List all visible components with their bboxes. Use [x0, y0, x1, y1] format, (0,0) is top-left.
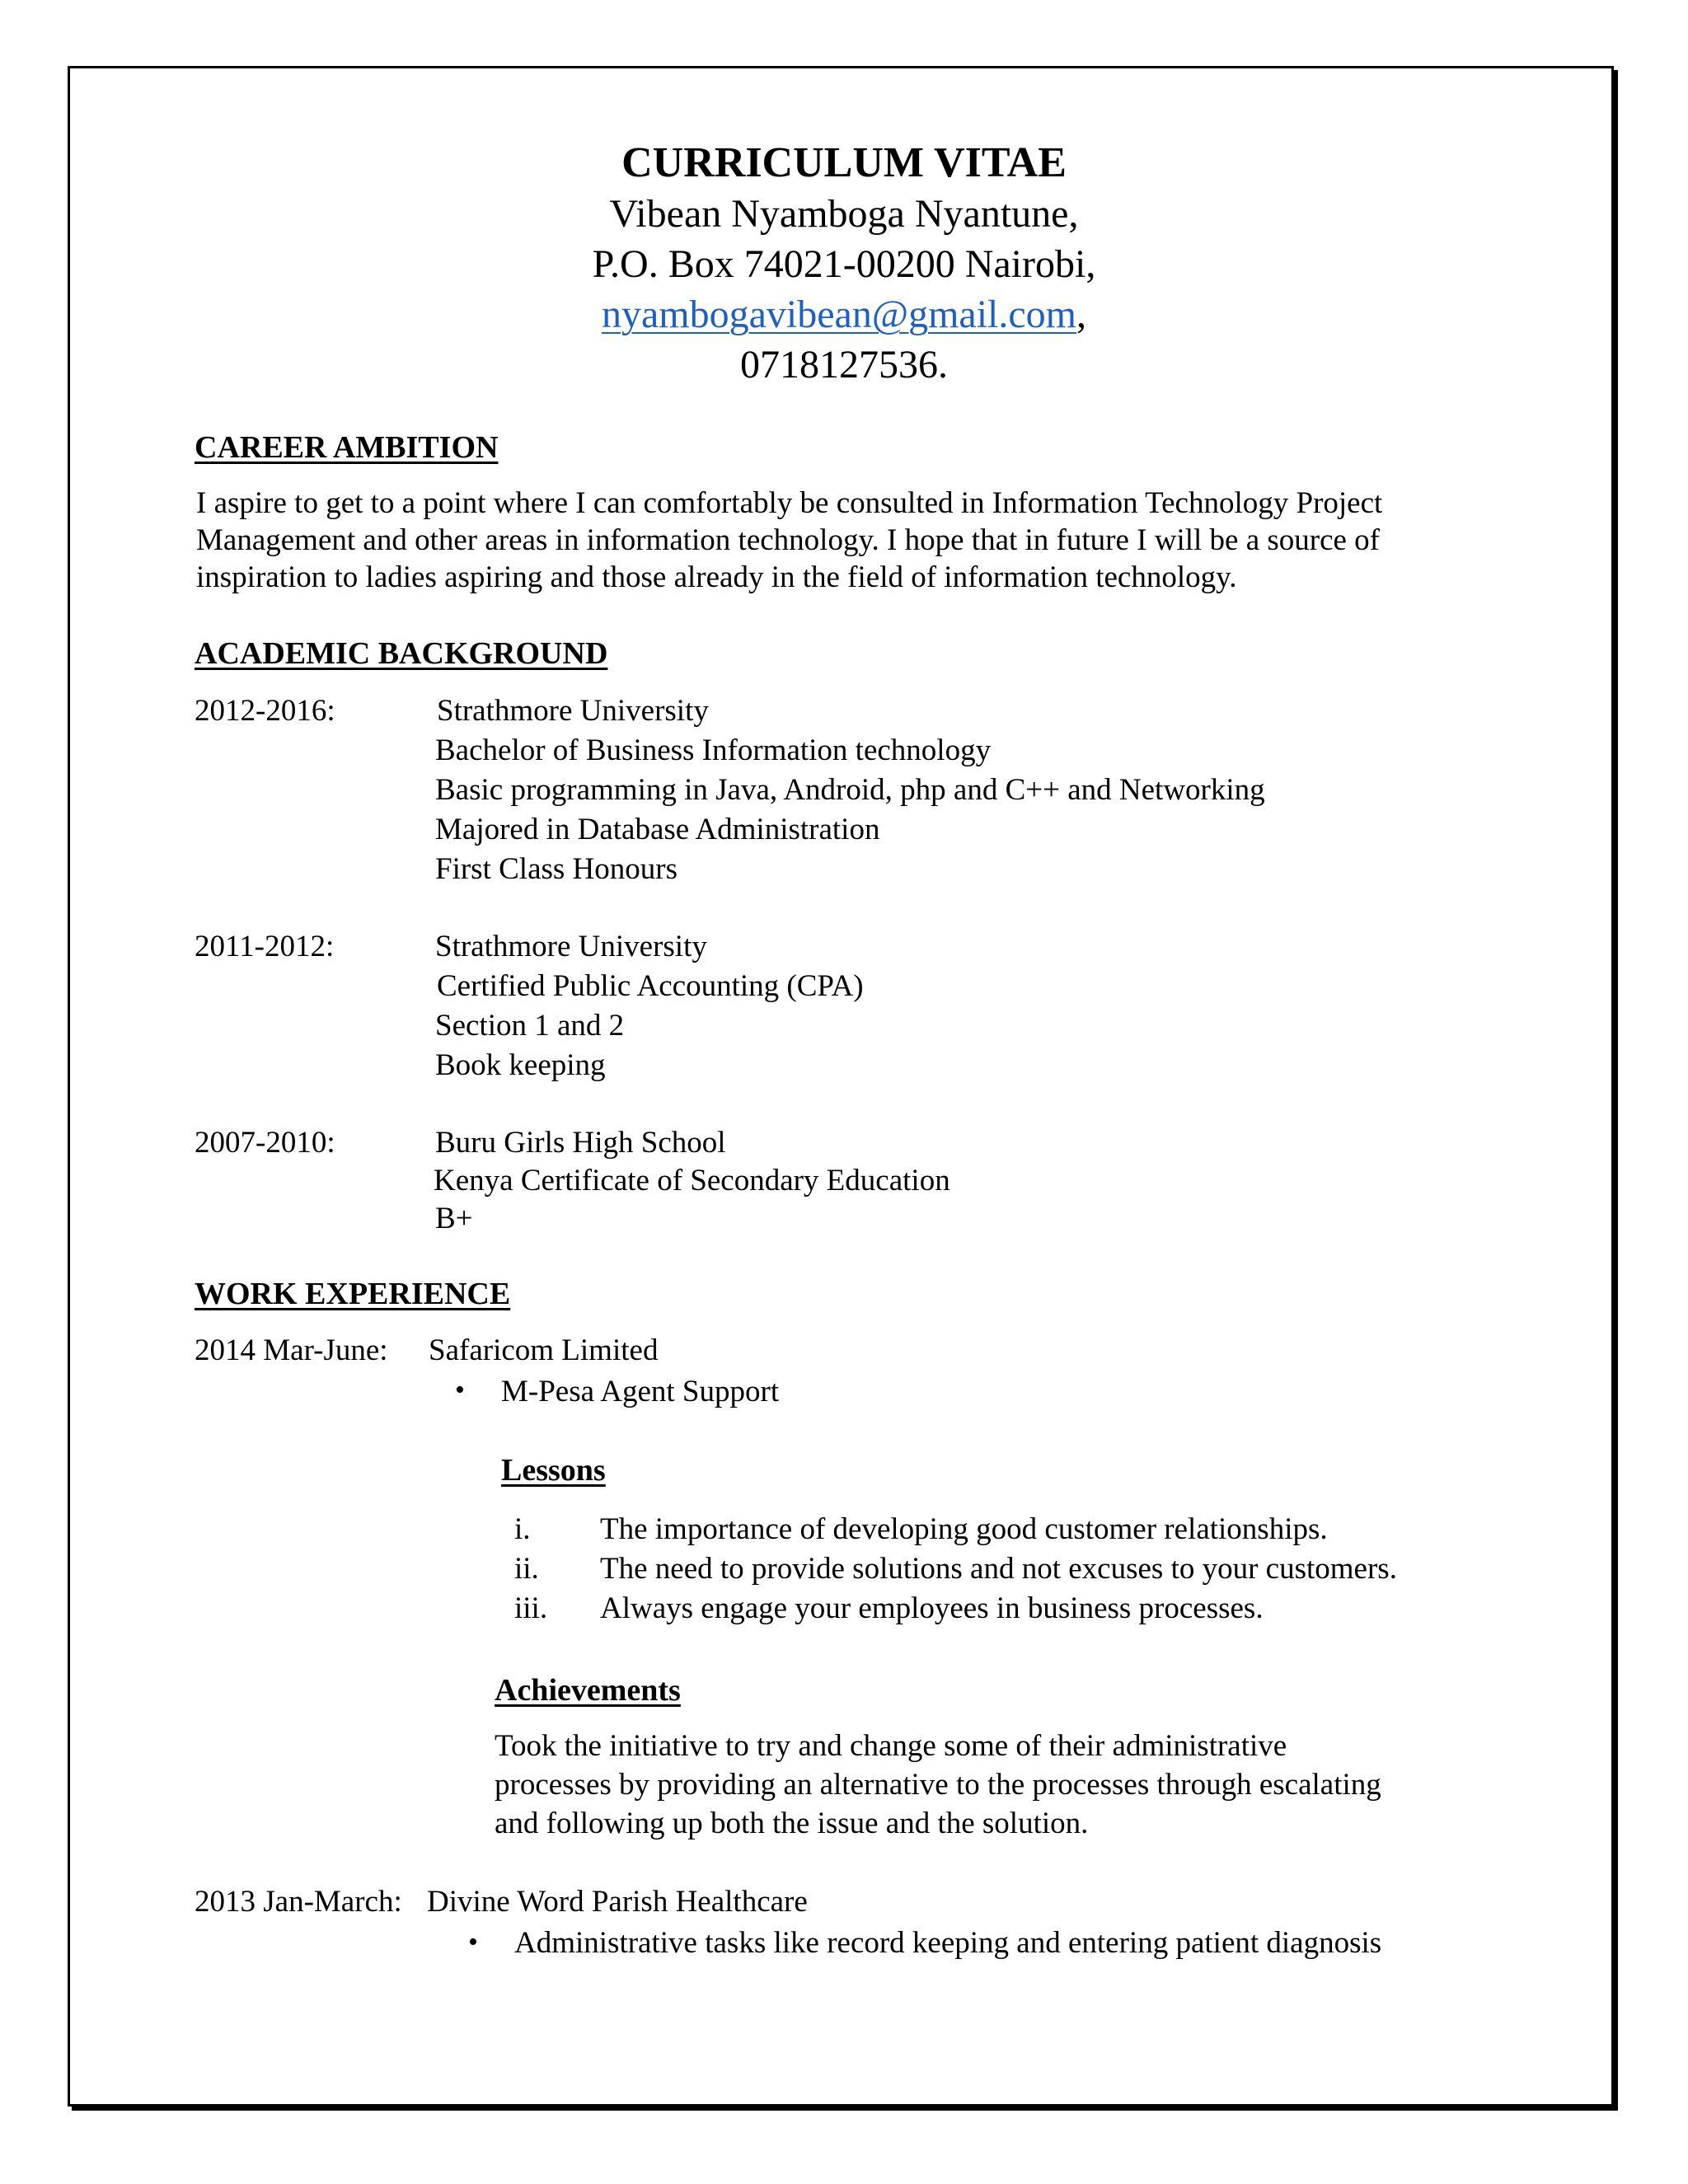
achievements-heading: Achievements: [495, 1673, 681, 1708]
lesson-number: ii.: [514, 1552, 539, 1586]
lesson-number: i.: [514, 1512, 531, 1546]
academic-line: First Class Honours: [435, 852, 678, 886]
email-line: [0, 292, 1688, 337]
academic-period: 2011-2012:: [195, 930, 335, 963]
academic-line: Buru Girls High School: [435, 1126, 726, 1160]
bullet-icon: •: [468, 1927, 478, 1957]
academic-line: B+: [435, 1202, 473, 1235]
academic-line: Section 1 and 2: [435, 1009, 625, 1043]
career-line: Management and other areas in information technology. I hope that in future I will be a source of: [196, 523, 1381, 557]
academic-period: 2007-2010:: [195, 1126, 335, 1160]
academic-line: Strathmore University: [437, 694, 709, 728]
academic-line: Book keeping: [435, 1048, 606, 1082]
lesson-text: Always engage your employees in business processes.: [600, 1591, 1264, 1625]
achievements-line: Took the initiative to try and change some of their administrative: [495, 1729, 1287, 1763]
academic-period: 2012-2016:: [195, 694, 335, 728]
job-employer: Divine Word Parish Healthcare: [427, 1885, 808, 1919]
academic-line: Certified Public Accounting (CPA): [437, 969, 864, 1003]
full-name: Vibean Nyamboga Nyantune,: [609, 192, 1079, 236]
academic-line: Basic programming in Java, Android, php and C++ and Networking: [435, 773, 1265, 807]
job-period: 2013 Jan-March:: [195, 1885, 402, 1919]
academic-line: Kenya Certificate of Secondary Education: [434, 1164, 950, 1197]
career-line: inspiration to ladies aspiring and those already in the field of information technology.: [196, 560, 1237, 594]
academic-background-heading: ACADEMIC BACKGROUND: [195, 636, 608, 671]
academic-line: Strathmore University: [435, 930, 707, 963]
lessons-heading: Lessons: [501, 1453, 606, 1488]
email-comma: ,: [1076, 293, 1087, 336]
phone-number: 0718127536.: [740, 343, 948, 387]
career-line: I aspire to get to a point where I can comfortably be consulted in Information Technology Project: [196, 486, 1383, 520]
academic-line: Majored in Database Administration: [435, 813, 880, 846]
cv-title: CURRICULUM VITAE: [621, 139, 1067, 186]
achievements-line: processes by providing an alternative to the processes through escalating: [495, 1768, 1381, 1802]
lesson-number: iii.: [514, 1591, 548, 1625]
job-employer: Safaricom Limited: [429, 1333, 659, 1367]
job-role: M-Pesa Agent Support: [501, 1375, 780, 1408]
lesson-text: The importance of developing good customer relationships.: [600, 1512, 1328, 1546]
achievements-line: and following up both the issue and the solution.: [495, 1807, 1089, 1840]
lesson-text: The need to provide solutions and not excuses to your customers.: [600, 1552, 1397, 1586]
career-ambition-heading: CAREER AMBITION: [195, 430, 499, 465]
job-period: 2014 Mar-June:: [195, 1333, 388, 1367]
work-experience-heading: WORK EXPERIENCE: [195, 1277, 511, 1311]
academic-line: Bachelor of Business Information technology: [435, 733, 992, 767]
postal-address: P.O. Box 74021-00200 Nairobi,: [592, 242, 1096, 286]
email-link[interactable]: nyambogavibean@gmail.com: [601, 293, 1077, 336]
bullet-icon: •: [455, 1375, 465, 1405]
job-role: Administrative tasks like record keeping and entering patient diagnosis: [514, 1926, 1382, 1960]
